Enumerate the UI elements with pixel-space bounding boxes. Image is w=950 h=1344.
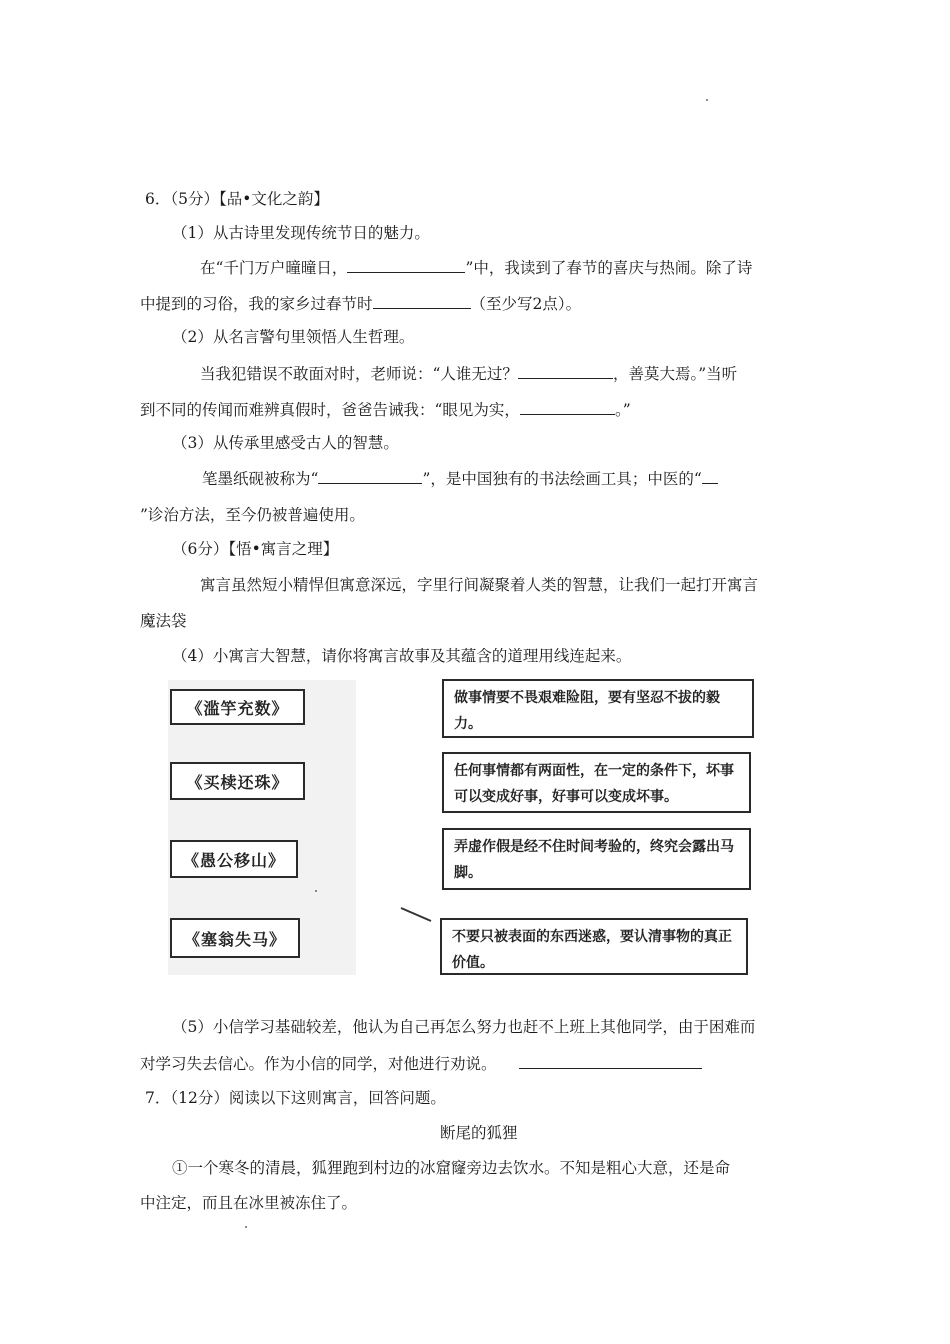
text: ”，是中国独有的书法绘画工具；中医的“ [422, 470, 702, 488]
fable-para1-line2: 中注定，而且在冰里被冻住了。 [140, 1194, 358, 1212]
moral-box-4[interactable]: 不要只被表面的东西迷惑，要认清事物的真正价值。 [440, 918, 748, 975]
q6-part5-line1: （5）小信学习基础较差，他认为自己再怎么努力也赶不上班上其他同学，由于困难而 [172, 1018, 756, 1036]
text: 笔墨纸砚被称为“ [202, 470, 319, 488]
section2-header: （6分）【悟•寓言之理】 [172, 540, 339, 558]
q6-part2-line2 [140, 398, 631, 421]
section2-intro-line2: 魔法袋 [140, 612, 187, 630]
q6-part2-line1 [200, 362, 737, 385]
text: 中提到的习俗，我的家乡过春节时 [140, 295, 373, 313]
answer-blank-tcm[interactable] [702, 467, 718, 484]
text: （至少写2点）。 [470, 295, 582, 313]
answer-blank-customs[interactable] [373, 292, 471, 309]
text: 到不同的传闻而难辨真假时，爸爸告诫我：“眼见为实， [140, 401, 520, 419]
text: 对学习失去信心。作为小信的同学，对他进行劝说。 [140, 1055, 497, 1073]
answer-blank-poem[interactable] [347, 256, 465, 273]
story-label: 《滥竽充数》 [186, 698, 289, 718]
answer-blank-advice[interactable] [519, 1052, 702, 1069]
section2-intro-line1: 寓言虽然短小精悍但寓意深远，字里行间凝聚着人类的智慧，让我们一起打开寓言 [200, 576, 759, 594]
story-box-2[interactable] [170, 762, 305, 800]
q6-part3-title: （3）从传承里感受古人的智慧。 [172, 434, 399, 452]
q6-part1-title: （1）从古诗里发现传统节日的魅力。 [172, 224, 430, 242]
q7-header: 7．（12分）阅读以下这则寓言，回答问题。 [145, 1089, 446, 1107]
text: 在“千门万户曈曈日， [200, 259, 348, 277]
q6-part3-line1 [202, 467, 718, 490]
scan-speck [706, 99, 708, 101]
q6-header: 6．（5分）【品•文化之韵】 [145, 190, 329, 208]
q6-part5-line2 [140, 1052, 702, 1075]
story-box-1[interactable] [170, 689, 305, 725]
story-label: 《愚公移山》 [182, 850, 285, 870]
moral-box-1[interactable]: 做事情要不畏艰难险阻，要有坚忍不拔的毅力。 [442, 679, 754, 738]
answer-blank-proverb2[interactable] [520, 398, 615, 415]
scan-speck [245, 1226, 247, 1228]
connector-stroke [395, 900, 445, 930]
q6-part2-title: （2）从名言警句里领悟人生哲理。 [172, 328, 415, 346]
story-label: 《塞翁失马》 [183, 929, 286, 949]
story-box-3[interactable] [170, 840, 298, 878]
fable-para1-line1: ①一个寒冬的清晨，狐狸跑到村边的冰窟窿旁边去饮水。不知是粗心大意，还是命 [172, 1159, 731, 1177]
pen-mark [401, 908, 431, 921]
answer-blank-proverb1[interactable] [518, 362, 613, 379]
q6-part4-title: （4）小寓言大智慧，请你将寓言故事及其蕴含的道理用线连起来。 [172, 647, 632, 665]
answer-blank-four-treasures[interactable] [318, 467, 422, 484]
fable-title: 断尾的狐狸 [440, 1124, 518, 1142]
q6-part3-line2: ”诊治方法，至今仍被普遍使用。 [140, 506, 365, 524]
text: 当我犯错误不敢面对时，老师说：“人谁无过？ [200, 365, 518, 383]
story-box-4[interactable] [170, 918, 300, 958]
scan-speck [315, 890, 317, 892]
text: 。” [614, 401, 631, 419]
text: ，善莫大焉。”当听 [612, 365, 738, 383]
story-label: 《买椟还珠》 [186, 772, 289, 792]
q6-part1-line2 [140, 292, 581, 315]
q6-part1-line1 [200, 256, 752, 279]
moral-box-2[interactable]: 任何事情都有两面性，在一定的条件下，坏事可以变成好事，好事可以变成坏事。 [442, 752, 751, 813]
moral-box-3[interactable]: 弄虚作假是经不住时间考验的，终究会露出马脚。 [442, 828, 751, 890]
text: ”中，我读到了春节的喜庆与热闹。除了诗 [465, 259, 753, 277]
